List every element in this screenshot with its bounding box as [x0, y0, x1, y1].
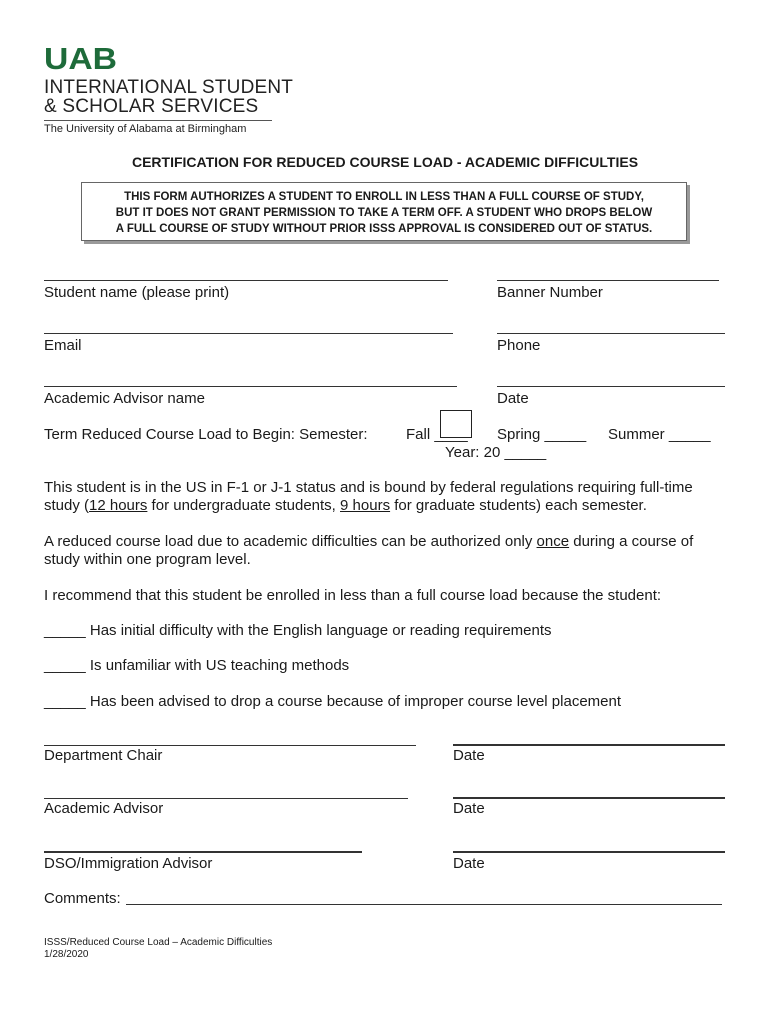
notice-line: A FULL COURSE OF STUDY WITHOUT PRIOR ISSS APPROVAL IS CONSIDERED OUT OF STATUS. — [115, 223, 653, 235]
spring-option[interactable]: Spring _____ — [497, 426, 587, 443]
reason-english[interactable]: _____ Has initial difficulty with the English language or reading requirements — [44, 622, 552, 639]
academic-advisor-signature[interactable] — [44, 798, 408, 799]
header-divider — [44, 120, 272, 121]
term-label: Term Reduced Course Load to Begin: Semester: — [44, 426, 368, 443]
chair-date-label: Date — [453, 747, 485, 764]
email-label: Email — [44, 337, 82, 354]
comments-field[interactable] — [126, 904, 722, 905]
banner-number-field[interactable] — [497, 280, 719, 281]
phone-label: Phone — [497, 337, 541, 354]
recommendation-text: I recommend that this student be enrolled in less than a full course load because the student: — [44, 587, 662, 604]
advisor-name-field[interactable] — [44, 386, 457, 387]
status-paragraph: This student is in the US in F-1 or J-1 status and is bound by federal regulations requiring full-time study (12 hours for undergraduate students, 9 hours for graduate students) each semester. — [44, 479, 693, 514]
summer-option[interactable]: Summer _____ — [608, 426, 711, 443]
reason-teaching-methods[interactable]: _____ Is unfamiliar with US teaching methods — [44, 657, 350, 674]
banner-number-label: Banner Number — [497, 284, 603, 301]
chair-date-field[interactable] — [453, 744, 725, 746]
date-field[interactable] — [497, 386, 725, 387]
dso-date-field[interactable] — [453, 851, 725, 853]
once-emphasis: once — [536, 533, 570, 550]
notice-line: BUT IT DOES NOT GRANT PERMISSION TO TAKE A TERM OFF. A STUDENT WHO DROPS BELOW — [115, 207, 653, 219]
form-title: CERTIFICATION FOR REDUCED COURSE LOAD - ACADEMIC DIFFICULTIES — [131, 154, 639, 170]
university-name: The University of Alabama at Birmingham — [44, 123, 247, 135]
advisor-date-field[interactable] — [453, 797, 725, 799]
org-name-line2: & SCHOLAR SERVICES — [44, 96, 259, 117]
department-chair-signature[interactable] — [44, 745, 416, 746]
student-name-field[interactable] — [44, 280, 448, 281]
grad-hours: 9 hours — [340, 497, 391, 514]
academic-advisor-label: Academic Advisor — [44, 800, 164, 817]
reason-course-placement[interactable]: _____ Has been advised to drop a course because of improper course level placement — [44, 693, 622, 710]
dso-date-label: Date — [453, 855, 485, 872]
advisor-name-label: Academic Advisor name — [44, 390, 205, 407]
undergrad-hours: 12 hours — [89, 497, 148, 514]
date-label: Date — [497, 390, 529, 407]
notice-line: THIS FORM AUTHORIZES A STUDENT TO ENROLL IN LESS THAN A FULL COURSE OF STUDY, — [124, 191, 644, 203]
footer-date: 1/28/2020 — [44, 949, 89, 960]
footer — [44, 937, 272, 961]
email-field[interactable] — [44, 333, 453, 334]
dso-label: DSO/Immigration Advisor — [44, 855, 213, 872]
phone-field[interactable] — [497, 333, 725, 334]
student-name-label: Student name (please print) — [44, 284, 230, 301]
footer-form-name: ISSS/Reduced Course Load – Academic Difficulties — [44, 937, 273, 948]
dso-signature[interactable] — [44, 851, 362, 853]
authorization-paragraph: A reduced course load due to academic difficulties can be authorized only once during a course of study within one program level. — [44, 533, 694, 568]
advisor-date-label: Date — [453, 800, 485, 817]
uab-logo — [44, 44, 119, 72]
comments-label: Comments: — [44, 890, 121, 907]
fall-option: Fall ____ — [406, 426, 468, 443]
year-field[interactable]: Year: 20 _____ — [445, 444, 547, 461]
department-chair-label: Department Chair — [44, 747, 163, 764]
org-name-line1: INTERNATIONAL STUDENT — [44, 77, 294, 98]
logo-text: UAB — [44, 44, 117, 72]
notice-box — [81, 182, 687, 241]
